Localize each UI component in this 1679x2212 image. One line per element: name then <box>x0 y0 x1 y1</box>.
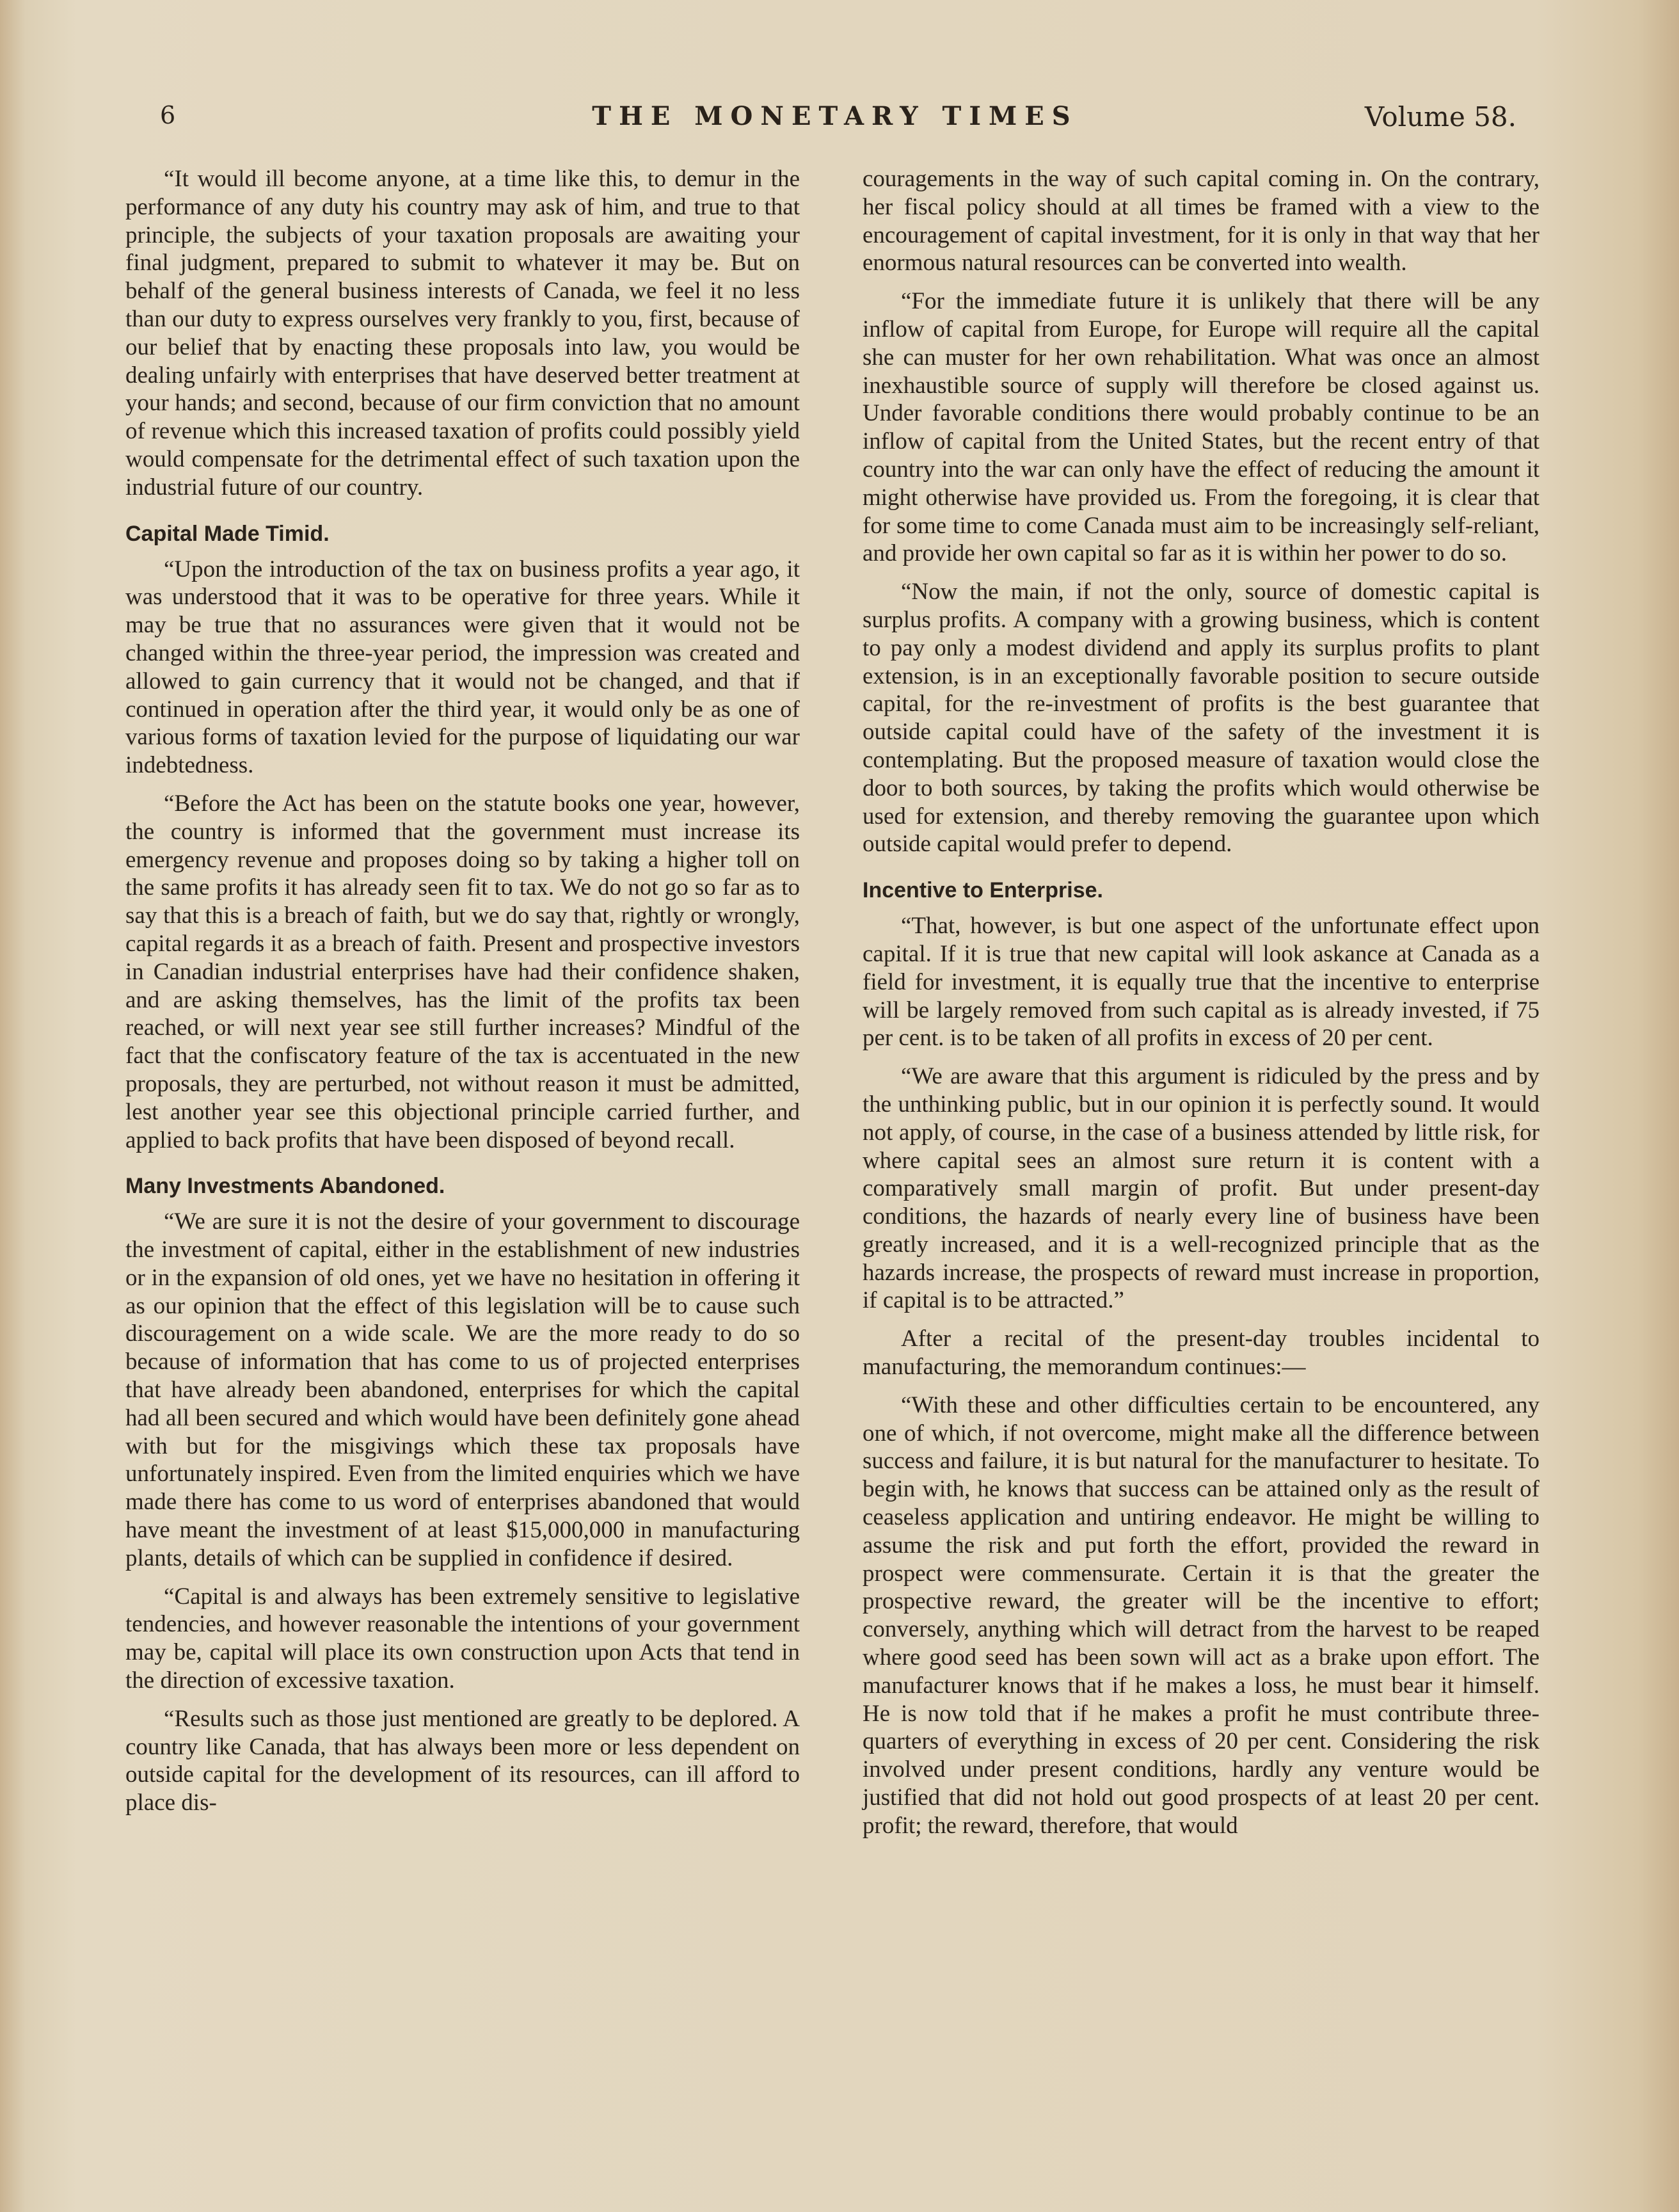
section-heading-many-investments-abandoned: Many Investments Abandoned. <box>125 1174 445 1199</box>
left-column <box>125 165 800 1827</box>
paragraph: “Capital is and always has been extremely sensitive to legislative tendencies, and however reasonable the intentions of your government may be, capital will place its own construction upon Acts that tend in the direction of excessive taxation. <box>125 1583 800 1694</box>
paragraph: “Now the main, if not the only, source of domestic capital is surplus profits. A company with a growing business, which is content to pay only a modest dividend and apply its surplus profits to plant extension, is in an exceptionally favorable position to secure outside capital, for the re-investment of profits is the best guarantee that outside capital could have of the safety of the investment it is contemplating. But the proposed measure of taxation would close the door to both sources, by taking the profits which would otherwise be used for extension, and thereby removing the guarantee upon which outside capital would prefer to depend. <box>863 579 1540 858</box>
paragraph: “We are sure it is not the desire of your government to discourage the investment of capital, either in the establishment of new industries or in the expansion of old ones, yet we have no hesitation in offering it as our opinion that the effect of this legislation will be to cause such discouragement on a wide scale. We are the more ready to do so because of information that has come to us of projected enterprises that have already been abandoned, enterprises for which the capital had all been secured and which would have been definitely gone ahead with but for the misgivings which these tax proposals have unfortunately inspired. Even from the limited enquiries which we have made there has come to us word of enterprises abandoned that would have meant the investment of at least $15,000,000 in manufacturing plants, details of which can be supplied in confidence if desired. <box>125 1208 800 1571</box>
paragraph: “We are aware that this argument is ridiculed by the press and by the unthinking public, but in our opinion it is perfectly sound. It would not apply, of course, in the case of a business attended by little risk, for where capital sees an almost sure return it is content with a comparatively small margin of profit. But under present-day conditions, the hazards of nearly every line of business have been greatly increased, and it is a well-recognized principle that as the hazards increase, the prospects of reward must increase in proportion, if capital is to be attracted.” <box>863 1063 1540 1314</box>
page-header <box>154 101 1516 140</box>
paragraph: “That, however, is but one aspect of the unfortunate effect upon capital. If it is true that new capital will look askance at Canada as a field for investment, it is equally true that the incentive to enterprise will be largely removed from such capital as is already invested, if 75 per cent. is to be taken of all profits in excess of 20 per cent. <box>863 913 1540 1052</box>
publication-title: THE MONETARY TIMES <box>592 101 1078 131</box>
paragraph: “With these and other difficulties certain to be encountered, any one of which, if not overcome, might make all the difference between success and failure, it is but natural for the manufacturer to hesitate. To begin with, he knows that success can be attained only as the result of ceaseless application and untiring endeavor. He might be willing to assume the risk and put forth the effort, provided the reward in prospect were commensurate. Certain it is that the greater the prospective reward, the greater will be the incentive to effort; conversely, anything which will detract from the harvest to be reaped where good seed has been sown will act as a brake upon effort. The manufacturer knows that if he makes a loss, he must bear it himself. He is now told that if he makes a profit he must contribute three-quarters of everything in excess of 20 per cent. Considering the risk involved under present conditions, hardly any venture would be justified that did not hold out good prospects of at least 20 per cent. profit; the reward, therefore, that would <box>863 1391 1540 1839</box>
paragraph: After a recital of the present-day troubles incidental to manufacturing, the memorandum continues:— <box>863 1326 1540 1381</box>
paragraph: “Before the Act has been on the statute books one year, however, the country is informed that the government must increase its emergency revenue and proposes doing so by taking a higher toll on the same profits it has already seen fit to tax. We do not go so far as to say that this is a breach of faith, but we do say that, rightly or wrongly, capital regards it as a breach of faith. Present and prospective investors in Canadian industrial enterprises have had their confidence shaken, and are asking themselves, has the limit of the profits tax been reached, or will next year see still further increases? Mindful of the fact that the confiscatory feature of the tax is accentuated in the new proposals, they are perturbed, not without reason it must be admitted, lest another year see this objectional principle carried further, and applied to back profits that have been disposed of beyond recall. <box>125 790 800 1153</box>
page-number: 6 <box>160 101 176 129</box>
paragraph: “Upon the introduction of the tax on business profits a year ago, it was understood that it was to be operative for three years. While it may be true that no assurances were given that it would not be changed within the three-year period, the impression was created and allowed to gain currency that it would not be changed, and that if continued in operation after the third year, it would only be as one of various forms of taxation levied for the purpose of liquidating our war indebtedness. <box>125 556 800 779</box>
paragraph: couragements in the way of such capital coming in. On the contrary, her fiscal policy should at all times be framed with a view to the encouragement of capital investment, for it is only in that way that her enormous natural resources can be converted into wealth. <box>863 166 1540 276</box>
paragraph: “It would ill become anyone, at a time like this, to demur in the performance of any duty his country may ask of him, and true to that principle, the subjects of your taxation proposals are awaiting your final judgment, prepared to submit to whatever it may be. But on behalf of the general business interests of Canada, we feel it no less than our duty to express ourselves very frankly to you, first, because of our belief that by enacting these proposals into law, you would be dealing unfairly with enterprises that have deserved better treatment at your hands; and second, because of our firm conviction that no amount of revenue which this increased taxation of profits could possibly yield would compensate for the detrimental effect of such taxation upon the industrial future of our country. <box>125 166 800 501</box>
paragraph: “For the immediate future it is unlikely that there will be any inflow of capital from Europe, for Europe will require all the capital she can muster for her own rehabilitation. What was once an almost inexhaustible source of supply will therefore be closed against us. Under favorable conditions there would probably continue to be an inflow of capital from the United States, but the recent entry of that country into the war can only have the effect of reducing the amount it might otherwise have provided us. From the foregoing, it is clear that for some time to come Canada must aim to be increasingly self-reliant, and provide her own capital so far as it is within her power to do so. <box>863 288 1540 567</box>
section-heading-capital-made-timid: Capital Made Timid. <box>125 521 330 546</box>
section-heading-incentive-to-enterprise: Incentive to Enterprise. <box>863 878 1103 903</box>
volume-label: Volume 58. <box>1364 101 1516 132</box>
right-column <box>863 165 1540 1850</box>
paragraph: “Results such as those just mentioned are greatly to be deplored. A country like Canada, that has always been more or less dependent on outside capital for the development of its resources, can ill afford to place dis- <box>125 1705 800 1816</box>
